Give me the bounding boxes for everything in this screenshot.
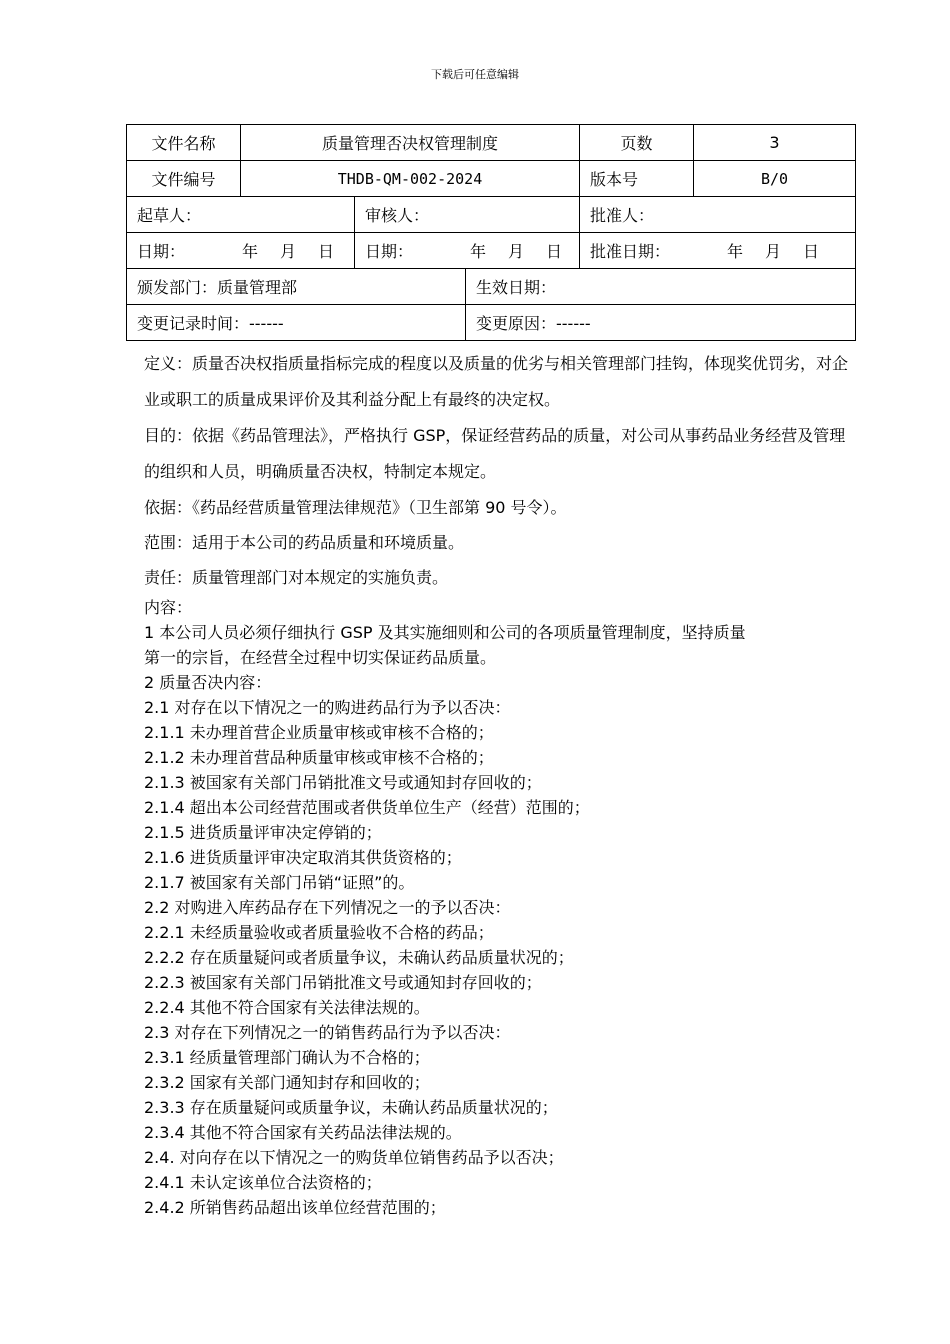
content-line: 2.2.1 未经质量验收或者质量验收不合格的药品； bbox=[144, 923, 494, 942]
file-no-label: 文件编号 bbox=[127, 161, 241, 197]
header-note: 下载后可任意编辑 bbox=[431, 68, 519, 81]
content-line: 2.1.5 进货质量评审决定停销的； bbox=[144, 823, 382, 842]
content-line: 2.3.3 存在质量疑问或质量争议，未确认药品质量状况的； bbox=[144, 1098, 558, 1117]
content-line: 2.1.1 未办理首营企业质量审核或审核不合格的； bbox=[144, 723, 494, 742]
content-list bbox=[144, 595, 860, 1220]
content-line: 2.3.4 其他不符合国家有关药品法律法规的。 bbox=[144, 1123, 462, 1142]
document-body bbox=[144, 346, 860, 1220]
content-line: 2.3.2 国家有关部门通知封存和回收的； bbox=[144, 1073, 430, 1092]
month-unit: 月 bbox=[765, 242, 782, 261]
year-unit: 年 bbox=[242, 242, 259, 261]
content-line: 2.1.6 进货质量评审决定取消其供货资格的； bbox=[144, 848, 462, 867]
content-line: 2.1 对存在以下情况之一的购进药品行为予以否决： bbox=[144, 698, 511, 717]
content-line: 1 本公司人员必须仔细执行 GSP 及其实施细则和公司的各项质量管理制度，坚持质量 bbox=[144, 623, 746, 642]
pages-label: 页数 bbox=[580, 125, 694, 161]
content-line: 2.3 对存在下列情况之一的销售药品行为予以否决： bbox=[144, 1023, 511, 1042]
version-value: B/0 bbox=[694, 161, 856, 197]
content-line: 2.1.2 未办理首营品种质量审核或审核不合格的； bbox=[144, 748, 494, 767]
content-line: 2.4.1 未认定该单位合法资格的； bbox=[144, 1173, 382, 1192]
file-name-label: 文件名称 bbox=[127, 125, 241, 161]
basis-paragraph: 依据：《药品经营质量管理法律规范》（卫生部第 90 号令）。 bbox=[144, 498, 567, 517]
change-record-time: 变更记录时间：------ bbox=[127, 305, 466, 341]
year-unit: 年 bbox=[470, 242, 487, 261]
approver-label: 批准人： bbox=[580, 197, 856, 233]
month-unit: 月 bbox=[280, 242, 297, 261]
reviewer-label: 审核人： bbox=[355, 197, 580, 233]
document-info-table bbox=[126, 124, 856, 341]
date-label: 日期： bbox=[365, 242, 414, 261]
content-line: 2.2.3 被国家有关部门吊销批准文号或通知封存回收的； bbox=[144, 973, 542, 992]
content-line: 第一的宗旨，在经营全过程中切实保证药品质量。 bbox=[144, 648, 497, 667]
draft-date bbox=[127, 233, 355, 269]
content-line: 2.2.4 其他不符合国家有关法律法规的。 bbox=[144, 998, 430, 1017]
year-unit: 年 bbox=[727, 242, 744, 261]
pages-value: 3 bbox=[694, 125, 856, 161]
responsibility-paragraph: 责任：质量管理部门对本规定的实施负责。 bbox=[144, 568, 449, 587]
month-unit: 月 bbox=[508, 242, 525, 261]
date-label: 日期： bbox=[137, 242, 186, 261]
day-unit: 日 bbox=[546, 242, 563, 261]
review-date bbox=[355, 233, 580, 269]
content-line: 2.4.2 所销售药品超出该单位经营范围的； bbox=[144, 1198, 446, 1217]
content-line: 2.1.3 被国家有关部门吊销批准文号或通知封存回收的； bbox=[144, 773, 542, 792]
content-line: 2.1.4 超出本公司经营范围或者供货单位生产（经营）范围的； bbox=[144, 798, 590, 817]
version-label: 版本号 bbox=[580, 161, 694, 197]
content-line: 2.1.7 被国家有关部门吊销“证照”的。 bbox=[144, 873, 415, 892]
purpose-paragraph: 目的：依据《药品管理法》，严格执行 GSP，保证经营药品的质量，对公司从事药品业务经营及管理的组织和人员，明确质量否决权，特制定本规定。 bbox=[144, 426, 846, 481]
day-unit: 日 bbox=[803, 242, 820, 261]
content-line: 2.2 对购进入库药品存在下列情况之一的予以否决： bbox=[144, 898, 511, 917]
content-line: 内容： bbox=[144, 598, 193, 617]
change-reason: 变更原因：------ bbox=[466, 305, 856, 341]
approve-date bbox=[580, 233, 856, 269]
content-line: 2.4. 对向存在以下情况之一的购货单位销售药品予以否决； bbox=[144, 1148, 564, 1167]
definition-paragraph: 定义：质量否决权指质量指标完成的程度以及质量的优劣与相关管理部门挂钩，体现奖优罚劣，对企业或职工的质量成果评价及其利益分配上有最终的决定权。 bbox=[144, 354, 849, 409]
scope-paragraph: 范围：适用于本公司的药品质量和环境质量。 bbox=[144, 533, 465, 552]
file-no-value: THDB-QM-002-2024 bbox=[241, 161, 580, 197]
issue-dept: 颁发部门：质量管理部 bbox=[127, 269, 466, 305]
approve-date-label: 批准日期： bbox=[590, 242, 671, 261]
content-line: 2.2.2 存在质量疑问或者质量争议，未确认药品质量状况的； bbox=[144, 948, 574, 967]
drafter-label: 起草人： bbox=[127, 197, 355, 233]
day-unit: 日 bbox=[318, 242, 335, 261]
file-name-value: 质量管理否决权管理制度 bbox=[241, 125, 580, 161]
content-line: 2.3.1 经质量管理部门确认为不合格的； bbox=[144, 1048, 430, 1067]
content-line: 2 质量否决内容： bbox=[144, 673, 272, 692]
effective-date: 生效日期： bbox=[466, 269, 856, 305]
